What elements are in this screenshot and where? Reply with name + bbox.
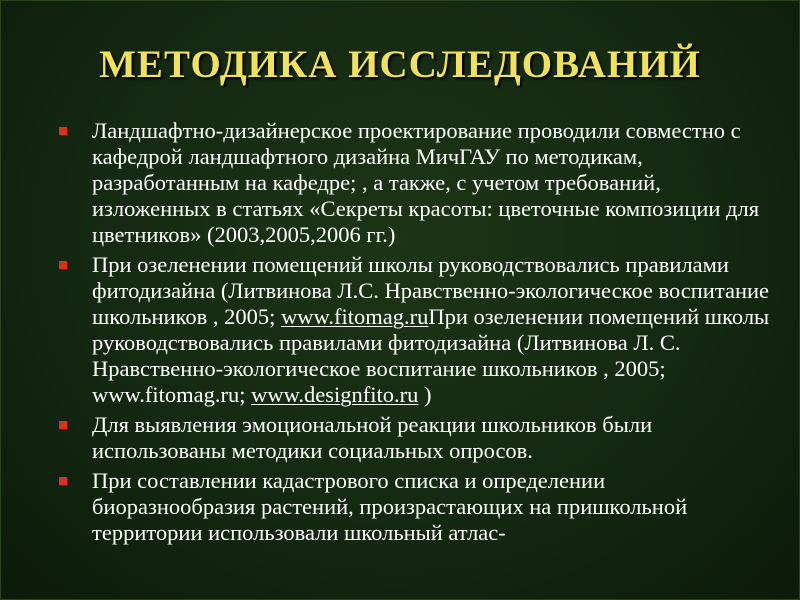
square-bullet-icon — [59, 261, 67, 269]
bullet-text: При озеленении помещений школы руководствовались правилами фитодизайна (Литвинова Л. С. Нравственно-экологическое воспитание школьников , 2005; www.fitomag.ru; — [92, 304, 770, 407]
slide-title: МЕТОДИКА ИССЛЕДОВАНИЙ — [99, 43, 701, 86]
bullet-text: ) — [418, 382, 432, 407]
list-item — [58, 412, 774, 464]
bullet-text: Для выявления эмоциональной реакции школьников были использованы методики социальных опросов. — [92, 412, 653, 463]
list-item — [58, 252, 774, 408]
designfito-link[interactable]: www.designfito.ru — [251, 382, 419, 407]
list-item — [58, 468, 774, 546]
square-bullet-icon — [59, 127, 67, 135]
square-bullet-icon — [59, 477, 67, 485]
bullet-text: Ландшафтно-дизайнерское проектирование проводили совместно с кафедрой ландшафтного дизайна МичГАУ по методикам, разработанным на кафедре; , а также, с учетом требований, изложенных в статьях «Секреты красоты: цветочные композиции для цветников» (2003,2005,2006 гг.) — [92, 118, 760, 247]
bullet-text: При озеленении помещений школы руководствовались правилами фитодизайна (Литвинова Л.С. Нравственно-экологическое воспитание школьников , 2005; — [92, 252, 770, 329]
square-bullet-icon — [59, 421, 67, 429]
bullet-text: При составлении кадастрового списка и определении биоразнообразия растений, произрастающих на пришкольной территории использовали школьный атлас- — [92, 468, 688, 545]
fitomag-link[interactable]: www.fitomag.ru — [281, 304, 429, 329]
list-item — [58, 118, 774, 248]
bullet-list — [58, 118, 774, 550]
